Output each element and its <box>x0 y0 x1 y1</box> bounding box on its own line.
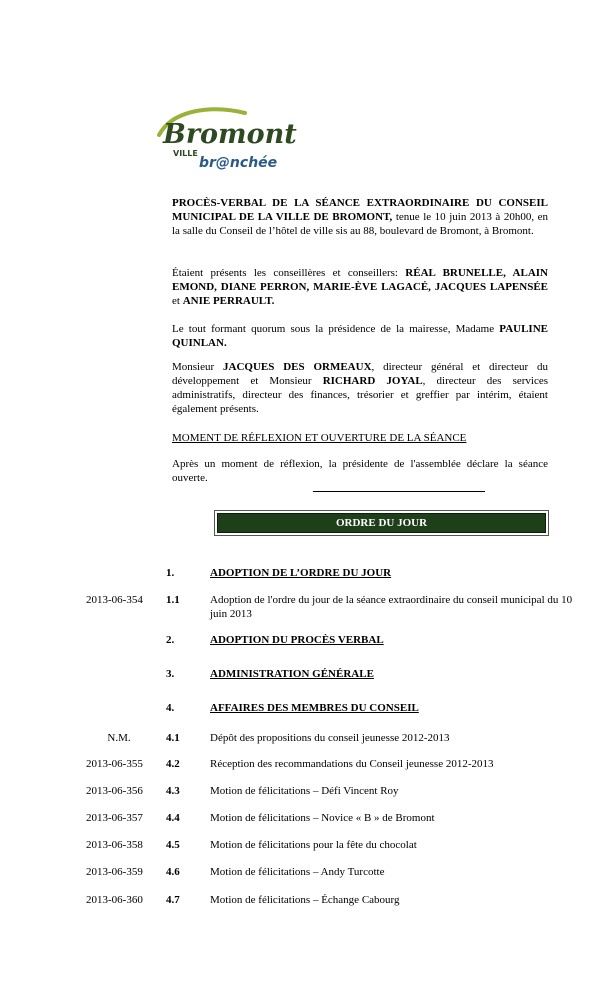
separator-line <box>313 491 485 492</box>
moment-heading-text: MOMENT DE RÉFLEXION ET OUVERTURE DE LA SÉANCE <box>172 432 467 444</box>
agenda-item-number: 2. <box>166 634 175 646</box>
agenda-banner <box>214 510 549 536</box>
agenda-item-number: 4.6 <box>166 866 180 878</box>
agenda-item-number: 4. <box>166 702 175 714</box>
resolution-number: 2013-06-357 <box>86 812 143 824</box>
agenda-item-title: Dépôt des propositions du conseil jeunesse 2012-2013 <box>210 732 450 744</box>
agenda-item-title: Motion de félicitations – Andy Turcotte <box>210 866 385 878</box>
officials-text-1: Monsieur <box>172 361 224 373</box>
agenda-item-number: 4.1 <box>166 732 180 744</box>
agenda-item-title: Adoption de l'ordre du jour de la séance extraordinaire du conseil municipal du 10 juin 2013 <box>210 594 573 620</box>
officials-text-3: , directeur des services administratifs, directeur des finances, trésorier et greffier par intérim, étaient également présents. <box>172 375 548 415</box>
quorum-text: Le tout formant quorum sous la présidence de la mairesse, Madame <box>172 323 500 335</box>
presents-paragraph <box>172 266 548 308</box>
officials-paragraph <box>172 360 548 416</box>
logo-wordmark: Bromont <box>163 119 297 150</box>
agenda-item-title: Motion de félicitations – Échange Cabourg <box>210 894 400 906</box>
resolution-number: 2013-06-359 <box>86 866 143 878</box>
opening-paragraph <box>172 457 548 485</box>
agenda-item-number: 4.4 <box>166 812 180 824</box>
agenda-item-number: 1.1 <box>166 594 180 606</box>
agenda-item-number: 4.5 <box>166 839 180 851</box>
resolution-number: 2013-06-360 <box>86 894 143 906</box>
agenda-item-number: 4.7 <box>166 894 180 906</box>
agenda-item-title: Motion de félicitations – Défi Vincent Roy <box>210 785 399 797</box>
logo-branchee: br@nchée <box>199 155 278 171</box>
agenda-section-title: ADOPTION DE L’ORDRE DU JOUR <box>210 567 392 579</box>
opening-text: Après un moment de réflexion, la présidente de l'assemblée déclare la séance ouverte. <box>172 458 548 484</box>
agenda-section-title: AFFAIRES DES MEMBRES DU CONSEIL <box>210 702 419 714</box>
quorum-paragraph <box>172 322 548 350</box>
agenda-banner-label: ORDRE DU JOUR <box>217 513 546 533</box>
intro-title: PROCÈS-VERBAL DE LA SÉANCE EXTRAORDINAIRE DU CONSEIL MUNICIPAL DE LA VILLE DE BROMONT, <box>172 197 548 223</box>
agenda-item-number: 1. <box>166 567 175 579</box>
mayor-name: PAULINE QUINLAN. <box>172 323 548 349</box>
resolution-number: N.M. <box>107 732 131 744</box>
agenda-item-number: 4.3 <box>166 785 180 797</box>
resolution-number: 2013-06-356 <box>86 785 143 797</box>
presents-label: Étaient présents les conseillères et conseillers: <box>172 267 406 279</box>
officials-text-2: , directeur général et directeur du développement et Monsieur <box>172 361 548 387</box>
moment-heading <box>172 431 548 445</box>
agenda-item-title: Motion de félicitations – Novice « B » de Bromont <box>210 812 435 824</box>
presents-names: RÉAL BRUNELLE, ALAIN EMOND, DIANE PERRON, MARIE-ÈVE LAGACÉ, JACQUES LAPENSÉE <box>172 267 548 293</box>
agenda-section-title: ADMINISTRATION GÉNÉRALE <box>210 668 374 680</box>
resolution-number: 2013-06-355 <box>86 758 143 770</box>
presents-last: ANIE PERRAULT. <box>182 295 275 307</box>
official-name-1: JACQUES DES ORMEAUX <box>223 361 372 373</box>
presents-et: et <box>172 295 183 307</box>
agenda-item-number: 4.2 <box>166 758 180 770</box>
bromont-logo <box>153 103 297 173</box>
official-name-2: RICHARD JOYAL <box>322 375 423 387</box>
intro-details: tenue le 10 juin 2013 à 20h00, en la salle du Conseil de l’hôtel de ville sis au 88, boulevard de Bromont, à Bromont. <box>172 211 548 237</box>
resolution-number: 2013-06-358 <box>86 839 143 851</box>
agenda-item-number: 3. <box>166 668 175 680</box>
intro-paragraph <box>172 196 548 238</box>
agenda-item-title: Motion de félicitations pour la fête du chocolat <box>210 839 417 851</box>
logo-ville: VILLE <box>173 149 198 158</box>
resolution-number: 2013-06-354 <box>86 594 143 606</box>
agenda-section-title: ADOPTION DU PROCÈS VERBAL <box>210 634 384 646</box>
agenda-item-title: Réception des recommandations du Conseil jeunesse 2012-2013 <box>210 758 494 770</box>
